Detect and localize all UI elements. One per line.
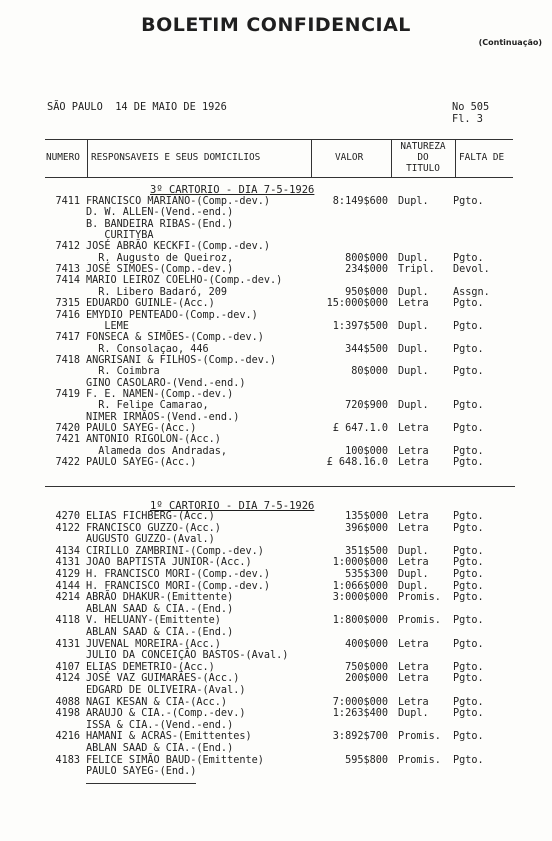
cell-falta: Pgto. xyxy=(453,661,484,673)
cell-nat: Letra xyxy=(398,661,429,673)
table-row xyxy=(0,523,552,534)
column-divider xyxy=(455,140,456,177)
table-row xyxy=(0,287,552,298)
cell-falta: Pgto. xyxy=(453,754,484,766)
cell-nat: Dupl. xyxy=(398,569,429,580)
cell-num: 4122 xyxy=(55,522,80,534)
cell-num: 4118 xyxy=(55,615,80,627)
cell-num: 7417 xyxy=(55,332,80,344)
table-row xyxy=(0,434,552,445)
cell-nat: Dupl. xyxy=(398,343,429,355)
table-row xyxy=(0,604,552,615)
cell-num: 7422 xyxy=(55,457,80,469)
column-divider xyxy=(311,140,312,177)
cell-val: 234$000 xyxy=(345,264,388,276)
cell-val: 7:000$000 xyxy=(332,696,388,708)
table-row xyxy=(0,241,552,252)
table-row xyxy=(0,230,552,241)
cell-val: 535$300 xyxy=(345,569,388,580)
cell-resp: FONSECA & SIMÕES-(Comp.-dev.) xyxy=(86,332,264,344)
bulletin-number: No 505 xyxy=(452,101,490,113)
closing-rule xyxy=(86,783,196,784)
cell-falta: Pgto. xyxy=(453,696,484,708)
table-row xyxy=(0,298,552,309)
cell-falta: Pgto. xyxy=(453,298,484,310)
header-numero: NUMERO xyxy=(46,152,80,163)
cell-resp: AUGUSTO GUZZO-(Aval.) xyxy=(86,534,215,546)
table-row xyxy=(0,310,552,321)
cell-resp: EDUARDO GUINLE-(Acc.) xyxy=(86,298,215,310)
table-row xyxy=(0,639,552,650)
cell-val: 720$900 xyxy=(345,400,388,412)
cell-resp: R. Augusto de Queiroz, xyxy=(86,252,234,264)
cell-val: £ 647.1.0 xyxy=(332,423,388,434)
cell-resp: ISSA & CIA.-(Vend.-end.) xyxy=(86,719,234,731)
cell-falta: Pgto. xyxy=(453,673,484,685)
cell-resp: ABLAN SAAD & CIA.-(End.) xyxy=(86,743,234,754)
cell-falta: Pgto. xyxy=(453,445,484,457)
table-row xyxy=(0,219,552,230)
cell-num: 7421 xyxy=(55,434,80,446)
section-title xyxy=(150,184,314,196)
cell-val: 1:800$000 xyxy=(332,615,388,627)
cell-num: 4214 xyxy=(55,592,80,604)
cell-falta: Assgn. xyxy=(453,286,490,298)
cell-num: 4144 xyxy=(55,580,80,592)
cell-num: 7416 xyxy=(55,309,80,321)
cell-nat: Tripl. xyxy=(398,264,435,276)
cell-resp: H. FRANCISCO MORI-(Comp.-dev.) xyxy=(86,569,271,580)
cell-val: 595$800 xyxy=(345,754,388,766)
table-row xyxy=(0,662,552,673)
cell-num: 4134 xyxy=(55,545,80,557)
cell-num: 4129 xyxy=(55,569,80,580)
cell-resp: H. FRANCISCO MORI-(Comp.-dev.) xyxy=(86,580,271,592)
cell-resp: JOSÉ VAZ GUIMARÃES-(Acc.) xyxy=(86,673,240,685)
cell-nat: Dupl. xyxy=(398,400,429,412)
table-row xyxy=(0,708,552,719)
table-row xyxy=(0,615,552,626)
cell-resp: JULIO DA CONCEIÇÃO BASTOS-(Aval.) xyxy=(86,650,289,662)
table-row xyxy=(0,581,552,592)
table-row xyxy=(0,627,552,638)
table-row xyxy=(0,400,552,411)
cell-resp: EMYDIO PENTEADO-(Comp.-dev.) xyxy=(86,309,258,321)
cell-resp: ANTONIO RIGOLON-(Acc.) xyxy=(86,434,221,446)
table-row xyxy=(0,355,552,366)
cell-nat: Letra xyxy=(398,511,429,522)
cell-val: 135$000 xyxy=(345,511,388,522)
cell-nat: Letra xyxy=(398,423,429,434)
table-row xyxy=(0,366,552,377)
cell-resp: ABRÃO DHAKUR-(Emittente) xyxy=(86,592,234,604)
cell-val: 80$000 xyxy=(351,366,388,378)
cell-num: 7414 xyxy=(55,275,80,287)
cell-nat: Letra xyxy=(398,557,429,569)
cell-resp: HAMANI & ACRAS-(Emittentes) xyxy=(86,731,252,743)
cell-resp: JOSÉ ABRÃO KECKFI-(Comp.-dev.) xyxy=(86,241,271,253)
cell-resp: FELICE SIMÃO BAUD-(Emittente) xyxy=(86,754,264,766)
cell-nat: Letra xyxy=(398,522,429,534)
cell-resp: ELIAS FICHBERG-(Acc.) xyxy=(86,511,215,522)
cell-falta: Pgto. xyxy=(453,638,484,650)
cell-falta: Pgto. xyxy=(453,592,484,604)
table-row xyxy=(0,207,552,218)
table-row xyxy=(0,755,552,766)
cell-resp: Alameda dos Andradas, xyxy=(86,445,228,457)
sheet-number: Fl. 3 xyxy=(452,113,483,125)
section-title-text: 1º CARTORIO - DIA 7-5-1926 xyxy=(150,500,315,512)
cell-num: 4088 xyxy=(55,696,80,708)
cell-falta: Pgto. xyxy=(453,580,484,592)
table-row xyxy=(0,697,552,708)
table-row xyxy=(0,253,552,264)
cell-nat: Promis. xyxy=(398,754,441,766)
cell-falta: Pgto. xyxy=(453,569,484,580)
cell-nat: Promis. xyxy=(398,592,441,604)
table-row xyxy=(0,766,552,777)
cell-val: 1:263$400 xyxy=(332,708,388,720)
table-row xyxy=(0,534,552,545)
cell-nat: Dupl. xyxy=(398,366,429,378)
table-row xyxy=(0,321,552,332)
cell-resp: ABLAN SAAD & CIA.-(End.) xyxy=(86,627,234,638)
cell-val: £ 648.16.0 xyxy=(326,457,388,469)
table-row xyxy=(0,673,552,684)
cell-falta: Pgto. xyxy=(453,557,484,569)
section-title-text: 3º CARTORIO - DIA 7-5-1926 xyxy=(150,184,315,196)
table-row xyxy=(0,378,552,389)
cell-num: 4183 xyxy=(55,754,80,766)
table-row xyxy=(0,196,552,207)
cell-val: 100$000 xyxy=(345,445,388,457)
table-header xyxy=(45,139,513,178)
table-row xyxy=(0,344,552,355)
cell-falta: Pgto. xyxy=(453,457,484,469)
header-responsaveis: RESPONSAVEIS E SEUS DOMICILIOS xyxy=(91,152,261,163)
place-date: SÃO PAULO 14 DE MAIO DE 1926 xyxy=(47,101,227,113)
cell-nat: Dupl. xyxy=(398,545,429,557)
continuation-label: (Continuação) xyxy=(478,38,542,47)
cell-resp: ELIAS DEMETRIO-(Acc.) xyxy=(86,661,215,673)
cell-val: 1:000$000 xyxy=(332,557,388,569)
table-row xyxy=(0,731,552,742)
cell-num: 7419 xyxy=(55,388,80,400)
cell-resp: FRANCISCO GUZZO-(Acc.) xyxy=(86,522,221,534)
cell-val: 200$000 xyxy=(345,673,388,685)
cell-falta: Pgto. xyxy=(453,400,484,412)
cell-val: 351$500 xyxy=(345,545,388,557)
section-separator xyxy=(45,486,515,487)
cell-num: 4131 xyxy=(55,638,80,650)
cell-num: 4107 xyxy=(55,661,80,673)
cell-nat: Letra xyxy=(398,457,429,469)
cell-falta: Pgto. xyxy=(453,366,484,378)
cell-falta: Pgto. xyxy=(453,615,484,627)
cell-val: 800$000 xyxy=(345,252,388,264)
column-divider xyxy=(87,140,88,177)
table-row xyxy=(0,275,552,286)
cell-resp: B. BANDEIRA RIBAS-(End.) xyxy=(86,218,234,230)
cell-val: 950$000 xyxy=(345,286,388,298)
cell-resp: CURITYBA xyxy=(86,230,154,242)
cell-resp: LEME xyxy=(86,320,129,332)
cell-num: 7412 xyxy=(55,241,80,253)
cell-resp: V. HELUANY-(Emittente) xyxy=(86,615,221,627)
cell-num: 4270 xyxy=(55,511,80,522)
cell-val: 3:892$700 xyxy=(332,731,388,743)
cell-resp: JOSÉ SIMOES-(Comp.-dev.) xyxy=(86,264,234,276)
table-row xyxy=(0,446,552,457)
table-row xyxy=(0,332,552,343)
cell-num: 4216 xyxy=(55,731,80,743)
cell-nat: Letra xyxy=(398,673,429,685)
cell-resp: JOAO BAPTISTA JUNIOR-(Acc.) xyxy=(86,557,252,569)
cell-resp: MARIO LEIROZ COELHO-(Comp.-dev.) xyxy=(86,275,283,287)
cell-num: 7418 xyxy=(55,354,80,366)
cell-val: 1:397$500 xyxy=(332,320,388,332)
cell-resp: FRANCISCO MARIANO-(Comp.-dev.) xyxy=(86,196,271,207)
table-row xyxy=(0,650,552,661)
cell-resp: NIMER IRMÃOS-(Vend.-end.) xyxy=(86,411,240,423)
cell-resp: R. Consolaçao, 446 xyxy=(86,343,209,355)
cell-resp: PAULO SAYEG-(Acc.) xyxy=(86,423,197,434)
header-natureza-2: DO xyxy=(417,152,429,163)
cell-num: 7315 xyxy=(55,298,80,310)
cell-resp: F. E. NAMEN-(Comp.-dev.) xyxy=(86,388,234,400)
cell-resp: GINO CASOLARO-(Vend.-end.) xyxy=(86,377,246,389)
cell-val: 344$500 xyxy=(345,343,388,355)
cell-val: 396$000 xyxy=(345,522,388,534)
table-row xyxy=(0,557,552,568)
table-row xyxy=(0,457,552,468)
cell-val: 750$000 xyxy=(345,661,388,673)
header-natureza-3: TITULO xyxy=(406,163,440,174)
cell-resp: R. Libero Badaró, 209 xyxy=(86,286,228,298)
cell-falta: Devol. xyxy=(453,264,490,276)
cell-falta: Pgto. xyxy=(453,731,484,743)
cell-num: 4131 xyxy=(55,557,80,569)
cell-falta: Pgto. xyxy=(453,545,484,557)
header-natureza-1: NATUREZA xyxy=(400,141,446,152)
cell-falta: Pgto. xyxy=(453,522,484,534)
cell-resp: CIRILLO ZAMBRINI-(Comp.-dev.) xyxy=(86,545,264,557)
cell-val: 3:000$000 xyxy=(332,592,388,604)
cell-nat: Dupl. xyxy=(398,580,429,592)
cell-nat: Dupl. xyxy=(398,252,429,264)
cell-falta: Pgto. xyxy=(453,708,484,720)
header-valor: VALOR xyxy=(335,152,364,163)
cell-num: 4198 xyxy=(55,708,80,720)
header-falta: FALTA DE xyxy=(459,152,505,163)
cell-resp: ANGRISANI & FILHOS-(Comp.-dev.) xyxy=(86,354,277,366)
cell-num: 7420 xyxy=(55,423,80,434)
cell-resp: D. W. ALLEN-(Vend.-end.) xyxy=(86,207,234,219)
cell-nat: Promis. xyxy=(398,731,441,743)
column-divider xyxy=(391,140,392,177)
cell-falta: Pgto. xyxy=(453,423,484,434)
table-row xyxy=(0,389,552,400)
table-row xyxy=(0,546,552,557)
cell-resp: NAGI KESAN & CIA-(Acc.) xyxy=(86,696,228,708)
cell-val: 8:149$600 xyxy=(332,196,388,207)
table-row xyxy=(0,423,552,434)
cell-resp: PAULO SAYEG-(End.) xyxy=(86,766,197,778)
cell-nat: Dupl. xyxy=(398,286,429,298)
table-row xyxy=(0,685,552,696)
table-row xyxy=(0,412,552,423)
cell-nat: Letra xyxy=(398,638,429,650)
table-row xyxy=(0,569,552,580)
cell-nat: Promis. xyxy=(398,615,441,627)
cell-falta: Pgto. xyxy=(453,320,484,332)
cell-nat: Letra xyxy=(398,298,429,310)
cell-val: 15:000$000 xyxy=(326,298,388,310)
cell-nat: Dupl. xyxy=(398,196,429,207)
cell-falta: Pgto. xyxy=(453,343,484,355)
cell-falta: Pgto. xyxy=(453,252,484,264)
cell-nat: Dupl. xyxy=(398,708,429,720)
document-title: BOLETIM CONFIDENCIAL xyxy=(141,14,411,36)
table-row xyxy=(0,720,552,731)
cell-resp: R. Coimbra xyxy=(86,366,160,378)
table-row xyxy=(0,264,552,275)
cell-falta: Pgto. xyxy=(453,511,484,522)
table-row xyxy=(0,511,552,522)
cell-nat: Dupl. xyxy=(398,320,429,332)
cell-val: 400$000 xyxy=(345,638,388,650)
cell-nat: Letra xyxy=(398,445,429,457)
cell-falta: Pgto. xyxy=(453,196,484,207)
cell-num: 7411 xyxy=(55,196,80,207)
cell-resp: PAULO SAYEG-(Acc.) xyxy=(86,457,197,469)
table-row xyxy=(0,743,552,754)
cell-resp: R. Felipe Camarao, xyxy=(86,400,209,412)
cell-num: 7413 xyxy=(55,264,80,276)
cell-resp: ABLAN SAAD & CIA.-(End.) xyxy=(86,603,234,615)
table-row xyxy=(0,592,552,603)
cell-val: 1:066$000 xyxy=(332,580,388,592)
cell-resp: ARAUJO & CIA.-(Comp.-dev.) xyxy=(86,708,246,720)
cell-nat: Letra xyxy=(398,696,429,708)
cell-resp: JUVENAL MOREIRA-(Acc.) xyxy=(86,638,221,650)
cell-num: 4124 xyxy=(55,673,80,685)
cell-resp: EDGARD DE OLIVEIRA-(Aval.) xyxy=(86,685,246,696)
